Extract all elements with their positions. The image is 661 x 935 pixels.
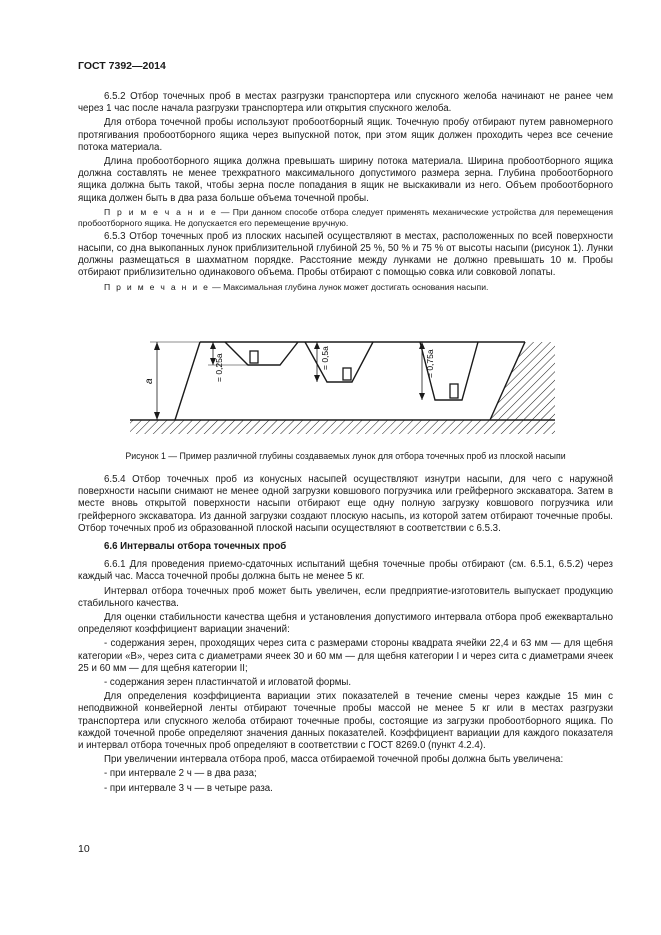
- note-1: [78, 207, 613, 229]
- pit-1-sample-box: [250, 351, 258, 363]
- note-text: — Максимальная глубина лунок может достигать основания насыпи.: [209, 281, 489, 292]
- note-label: П р и м е ч а н и е: [104, 281, 210, 292]
- note-text: — При данном способе отбора следует применять механические устройства для перемещения пробоотборного ящика. Не допускается его перемещение вручную.: [78, 206, 613, 228]
- paragraph-6-5-2: 6.5.2 Отбор точечных проб в местах разгрузки транспортера или спускного желоба начинают не ранее чем через 1 час после начала разгрузки транспортера или открытия спускного желоба.: [78, 91, 613, 115]
- slope-hatch: [490, 342, 555, 420]
- list-item: - при интервале 3 ч — в четыре раза.: [104, 782, 273, 794]
- text-block-2: [78, 474, 613, 797]
- height-arrow-bottom: [154, 412, 160, 420]
- paragraph-variation: Для определения коэффициента вариации этих показателей в течение смены через каждые 15 мин с неподвижной конвейерной ленты отбирают точечные пробы массой не менее 5 кг или в местах разгрузки транспортера или спускного желоба отбирают точечные пробы, состоящие из загрузки пробоотборного ящика. По каждой точечной пробе определяют значения данных показателей. Коэффициент вариации для каждого показателя и интервал отбора точечных проб определяют в соответствии с ГОСТ 8269.0 (пункт 4.2.4).: [78, 691, 613, 752]
- paragraph-stability: Для оценки стабильности качества щебня и установления допустимого интервала отбора проб ежеквартально определяют коэффициент вариации значений:: [78, 612, 613, 636]
- pit-2-sample-box: [343, 368, 351, 380]
- paragraph-sampling-box: Для отбора точечной пробы используют пробоотборный ящик. Точечную пробу отбирают путем равномерного протягивания пробоотборного ящика через выпускной поток, при этом ящик должен проходить через все сечение потока материала.: [78, 117, 613, 153]
- pit-3-arrow-bottom: [419, 393, 425, 400]
- height-label: а: [144, 378, 155, 384]
- section-heading-6-6: 6.6 Интервалы отбора точечных проб: [104, 541, 287, 553]
- note-label: П р и м е ч а н и е: [104, 206, 218, 217]
- paragraph-interval-increase: Интервал отбора точечных проб может быть увеличен, если предприятие-изготовитель выпускает продукцию стабильного качества.: [78, 585, 613, 609]
- list-item: - содержания зерен пластинчатой и игловатой формы.: [104, 677, 352, 689]
- paragraph-6-6-1: 6.6.1 Для проведения приемо-сдаточных испытаний щебня точечные пробы отбирают (см. 6.5.1, 6.5.2) через каждый час. Масса точечной пробы должна быть не менее 5 кг.: [78, 559, 613, 583]
- figure-caption: Рисунок 1 — Пример различной глубины создаваемых лунок для отбора точечных проб из плоской насыпи: [125, 451, 566, 461]
- heap-left-slope: [175, 342, 200, 420]
- figure-1-diagram: [130, 338, 555, 440]
- pit-3-sample-box: [450, 384, 458, 398]
- pit-3-label: = 0,75а: [425, 349, 435, 378]
- pit-2-label: = 0,5а: [320, 346, 330, 370]
- text-block-1: [78, 91, 613, 295]
- pit-1-label: = 0,25а: [214, 353, 224, 382]
- pit-1-arrow-top: [210, 342, 216, 349]
- document-header: ГОСТ 7392—2014: [78, 60, 166, 72]
- pit-2-arrow-bottom: [314, 375, 320, 382]
- list-item: - содержания зерен, проходящих через сита с размерами стороны квадрата ячейки 22,4 и 63 мм — для щебня категории «В», через сита с диаметрами ячеек 30 и 60 мм — для щебня категории I и через сита с диаметрами ячеек 25 и 60 мм — для щебня категории II;: [78, 638, 613, 674]
- paragraph-box-dimensions: Длина пробоотборного ящика должна превышать ширину потока материала. Ширина пробоотборного ящика должна составлять не менее трехкратного максимального допустимого размера зерна. Глубина пробоотборного ящика должна быть такой, чтобы зерна после попадания в ящик не выскакивали из него. Объем пробоотборного ящика должен быть в два раза больше объема точечной пробы.: [78, 156, 613, 204]
- pit-1-outline: [225, 342, 298, 365]
- note-2: [78, 282, 613, 293]
- page-number: 10: [78, 843, 90, 855]
- list-item: - при интервале 2 ч — в два раза;: [104, 768, 257, 780]
- paragraph-6-5-3: 6.5.3 Отбор точечных проб из плоских насыпей осуществляют в местах, расположенных по всей поверхности насыпи, со дна выкопанных лунок приблизительной глубиной 25 %, 50 % и 75 % от высоты насыпи (рисунок 1). Лунки должны размещаться в шахматном порядке. Расстояние между лунками не должно превышать 10 м. Пробы отбирают приблизительно одинакового объема. Пробы отбирают с помощью совка или совковой лопаты.: [78, 230, 613, 279]
- paragraph-6-5-4: 6.5.4 Отбор точечных проб из конусных насыпей осуществляют изнутри насыпи, для чего с наружной поверхности насыпи снимают не менее одной загрузки ковшового погрузчика или грейферного экскаватора. Затем в месте вновь открытой поверхности насыпи отбирают еще одну полную загрузку ковшового погрузчика или грейферного экскаватора. Из данной загрузки создают плоскую насыпь, из которой затем отбирают точечные пробы. Отбор точечных проб из образованной плоской насыпи осуществляют в соответствии с 6.5.3.: [78, 474, 613, 534]
- ground-hatch: [130, 420, 555, 434]
- paragraph-mass-increase: При увеличении интервала отбора проб, масса отбираемой точечной пробы должна быть увеличена:: [104, 754, 564, 766]
- height-arrow-top: [154, 342, 160, 350]
